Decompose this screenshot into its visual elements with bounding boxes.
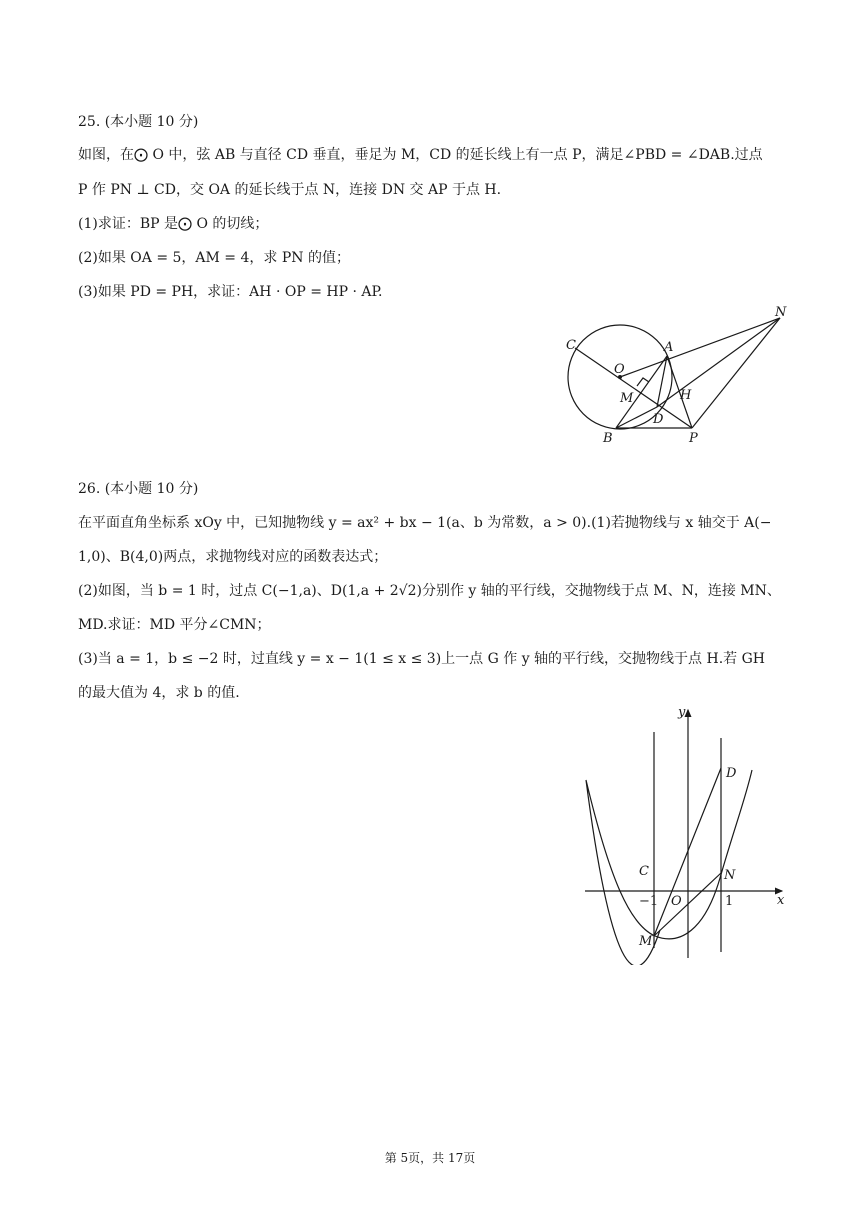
label-h: H [680, 388, 692, 403]
label-a: A [664, 340, 674, 355]
q26-parabola-figure [575, 700, 795, 965]
label-d: D [653, 412, 664, 427]
q26-line-1: 在平面直角坐标系 xOy 中，已知抛物线 y = ax² + bx − 1(a、b 为常数，a > 0).(1)若抛物线与 x 轴交于 A(− [78, 515, 772, 531]
q26-part-3-line-1: (3)当 a = 1，b ≤ −2 时，过直线 y = x − 1(1 ≤ x ≤ 3)上一点 G 作 y 轴的平行线，交抛物线于点 H.若 GH [78, 651, 766, 667]
q25-line-1: 如图，在⨀ O 中，弦 AB 与直径 CD 垂直，垂足为 M，CD 的延长线上有一点 P，满足∠PBD = ∠DAB.过点 [78, 147, 763, 163]
tick-label-neg1: −1 [639, 894, 659, 909]
label-p: P [689, 431, 698, 446]
label-origin: O [671, 894, 682, 909]
q26-part-2-line-2: MD.求证：MD 平分∠CMN； [78, 617, 271, 633]
q26-line-2: 1,0)、B(4,0)两点，求抛物线对应的函数表达式； [78, 549, 388, 565]
label-m: M [620, 391, 634, 406]
label-c: C [566, 338, 576, 353]
label-y: y [678, 705, 686, 720]
label-d: D [726, 766, 737, 781]
tick-label-1: 1 [725, 894, 734, 909]
q25-part-1: (1)求证：BP 是⨀ O 的切线； [78, 216, 269, 232]
q26-header: 26. (本小题 10 分) [78, 481, 199, 497]
segment-d-n [657, 318, 780, 407]
label-c: C [639, 864, 649, 879]
q25-part-2: (2)如果 OA = 5，AM = 4，求 PN 的值； [78, 250, 350, 266]
segment-c-p [575, 348, 692, 428]
q25-header: 25. (本小题 10 分) [78, 114, 199, 130]
label-b: B [603, 431, 613, 446]
segment-b-d [616, 407, 657, 428]
q25-circle-figure [555, 300, 800, 450]
label-o: O [614, 362, 625, 377]
q25-line-2: P 作 PN ⊥ CD，交 OA 的延长线于点 N，连接 DN 交 AP 于点 H. [78, 182, 502, 198]
q25-part-3: (3)如果 PD = PH，求证：AH · OP = HP · AP. [78, 284, 383, 300]
label-x: x [777, 893, 785, 908]
label-n: N [775, 305, 787, 320]
page-footer: 第 5页，共 17页 [384, 1151, 476, 1165]
q26-part-3-line-2: 的最大值为 4，求 b 的值. [78, 685, 240, 701]
q26-part-2-line-1: (2)如图，当 b = 1 时，过点 C(−1,a)、D(1,a + 2√2)分别作 y 轴的平行线，交抛物线于点 M、N，连接 MN、 [78, 583, 781, 599]
label-m: M [639, 934, 653, 949]
label-n: N [724, 868, 736, 883]
